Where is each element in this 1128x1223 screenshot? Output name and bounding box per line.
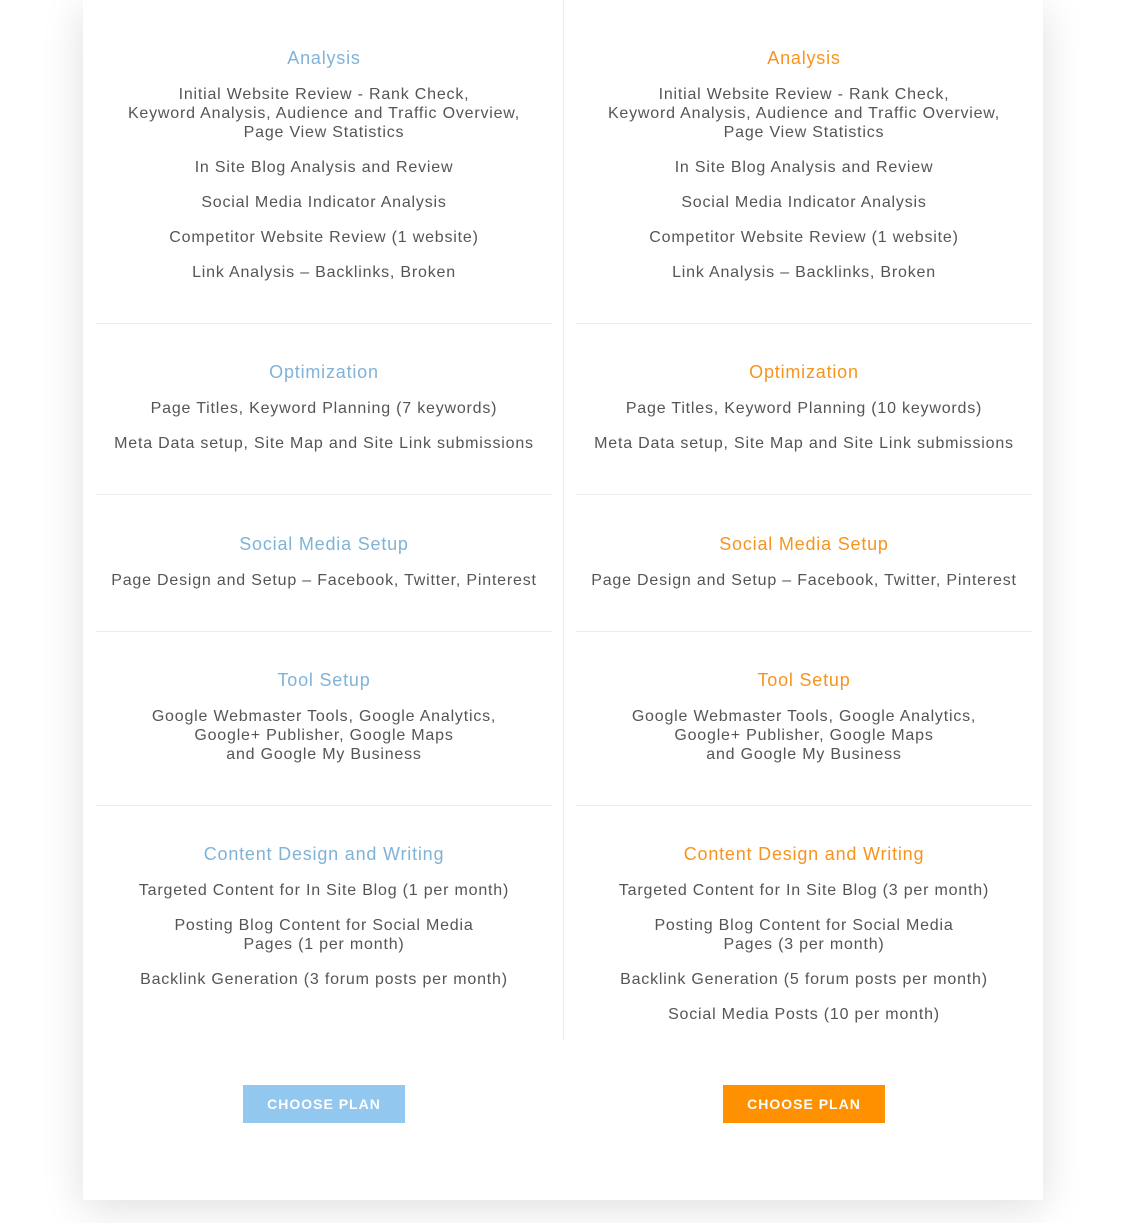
feature-item: Posting Blog Content for Social Media Pages (3 per month) [654,917,954,953]
section-tool-setup [576,669,1032,806]
section-title: Analysis [767,48,841,68]
feature-item: Link Analysis – Backlinks, Broken [192,264,456,281]
feature-item: Page Titles, Keyword Planning (7 keywords) [150,400,498,417]
feature-item: Targeted Content for In Site Blog (3 per month) [618,882,990,899]
feature-item: Backlink Generation (5 forum posts per month) [620,971,988,988]
plan-column-pro [576,0,1032,1200]
section-optimization [576,361,1032,495]
column-divider [563,0,564,1040]
section-title: Optimization [269,362,379,382]
feature-list [96,881,552,989]
feature-item: Competitor Website Review (1 website) [169,229,479,246]
choose-plan-button-pro[interactable]: CHOOSE PLAN [723,1085,885,1123]
feature-list [576,85,1032,282]
feature-list [96,399,552,453]
section-title: Tool Setup [277,670,371,690]
section-social-media-setup [576,533,1032,632]
section-content-design [576,843,1032,1043]
feature-item: In Site Blog Analysis and Review [674,159,934,176]
section-social-media-setup [96,533,552,632]
section-title: Social Media Setup [239,534,409,554]
feature-item: Google Webmaster Tools, Google Analytics, Google+ Publisher, Google Maps and Google My Business [151,708,497,763]
section-analysis [576,47,1032,324]
feature-list [576,881,1032,1024]
feature-item: Backlink Generation (3 forum posts per month) [140,971,508,988]
feature-item: Targeted Content for In Site Blog (1 per month) [138,882,510,899]
feature-item: Social Media Posts (10 per month) [668,1006,940,1023]
feature-item: Google Webmaster Tools, Google Analytics, Google+ Publisher, Google Maps and Google My Business [631,708,977,763]
feature-list [96,571,552,590]
feature-list [576,399,1032,453]
section-title: Optimization [749,362,859,382]
feature-item: Meta Data setup, Site Map and Site Link submissions [114,435,534,452]
feature-item: Social Media Indicator Analysis [201,194,447,211]
feature-item: Meta Data setup, Site Map and Site Link submissions [594,435,1014,452]
feature-list [576,571,1032,590]
section-title: Social Media Setup [719,534,889,554]
pricing-card [83,0,1043,1200]
feature-item: Page Titles, Keyword Planning (10 keywords) [625,400,983,417]
section-optimization [96,361,552,495]
feature-item: Initial Website Review - Rank Check, Keyword Analysis, Audience and Traffic Overview, Page View Statistics [607,86,1001,141]
section-title: Content Design and Writing [683,844,925,864]
section-title: Tool Setup [757,670,851,690]
feature-item: Competitor Website Review (1 website) [649,229,959,246]
section-title: Analysis [287,48,361,68]
feature-item: In Site Blog Analysis and Review [194,159,454,176]
feature-list [576,707,1032,764]
section-content-design [96,843,552,1043]
feature-item: Initial Website Review - Rank Check, Keyword Analysis, Audience and Traffic Overview, Page View Statistics [127,86,521,141]
feature-item: Social Media Indicator Analysis [681,194,927,211]
feature-item: Page Design and Setup – Facebook, Twitter, Pinterest [591,572,1017,589]
feature-item: Page Design and Setup – Facebook, Twitter, Pinterest [111,572,537,589]
section-tool-setup [96,669,552,806]
feature-item: Posting Blog Content for Social Media Pages (1 per month) [174,917,474,953]
feature-list [96,707,552,764]
feature-list [96,85,552,282]
plan-column-basic [96,0,552,1200]
choose-plan-button-basic[interactable]: CHOOSE PLAN [243,1085,405,1123]
section-title: Content Design and Writing [203,844,445,864]
section-analysis [96,47,552,324]
feature-item: Link Analysis – Backlinks, Broken [672,264,936,281]
